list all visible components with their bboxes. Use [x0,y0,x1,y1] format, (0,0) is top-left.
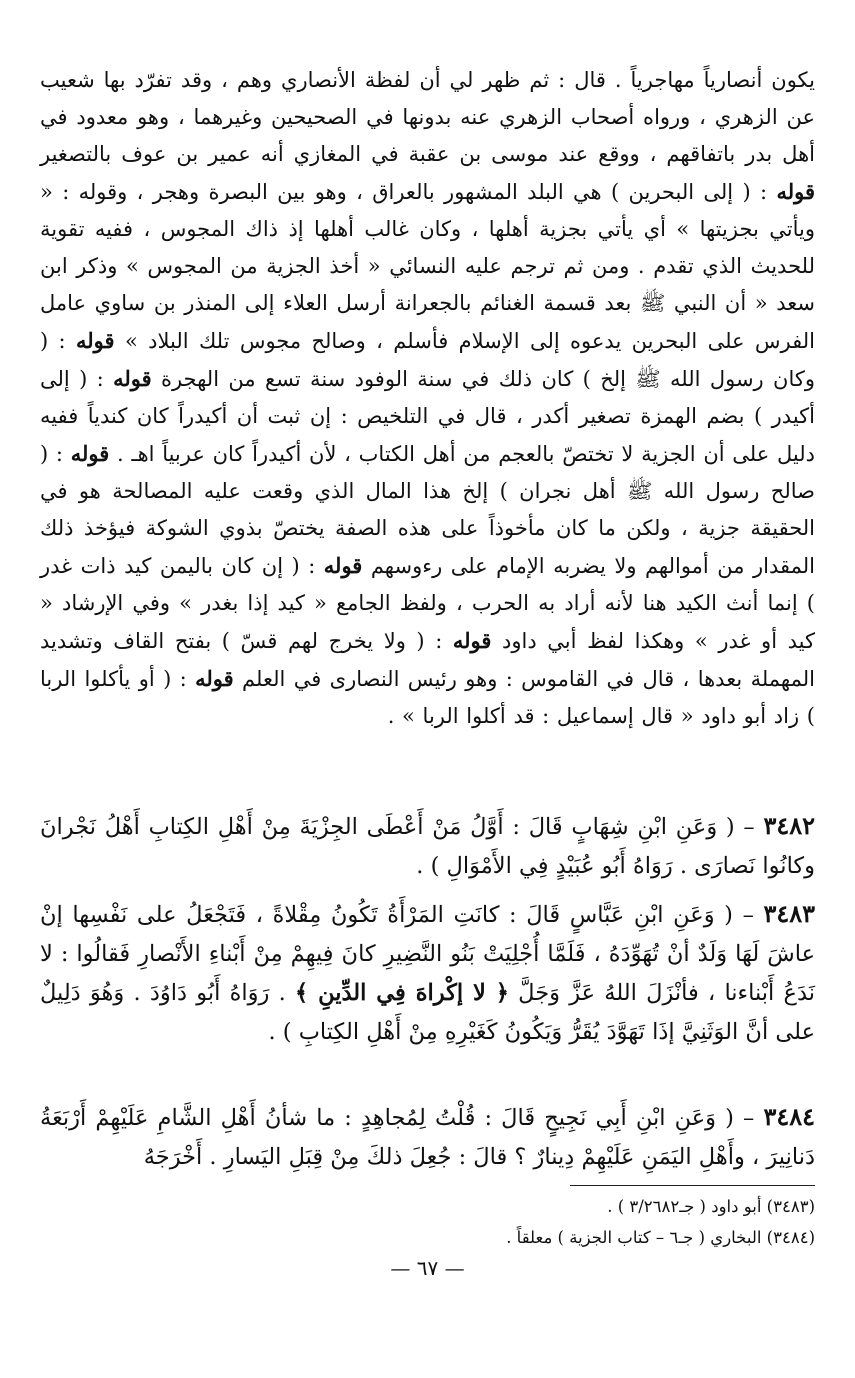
keyword-qawluhu: قوله [70,441,110,466]
commentary-segment: : ( أو يأكلوا الربا ) زاد أبو داود « قال إسماعيل : قد أكلوا الربا » . [40,667,815,728]
commentary-segment: : ( إلى أكيدر ) بضم الهمزة تصغير أكدر ، قال في التلخيص : إن ثبت أن أكيدراً كان كندياً ففيه دليل على أن الجزية لا تختصّ بالعجم من أهل الكتاب ، لأن أكيدراً كان عربياً اهـ . [40,367,815,466]
page-number: — ٦٧ — [390,1256,465,1280]
commentary-segment: : ( ولا يخرج لهم قسّ ) بفتح القاف وتشديد المهملة بعدها ، قال في القاموس : وهو رئيس النصارى في العلم [40,629,815,691]
footnote-3483: (٣٤٨٣) أبو داود ( جـ٣/٢٦٨٢ ) . [607,1197,815,1216]
keyword-qawluhu: قوله [195,666,234,691]
hadith-text: . رَوَاهُ أَبُو دَاوُدَ . وَهُوَ دَلِيلٌ على أنَّ الوَثَنِيَّ إذَا تَهَوَّدَ يُقَرُّ وَيَكُونُ كَغَيْرِهِ مِنْ أَهْلِ الكِتابِ ) . [40,980,815,1045]
keyword-qawluhu: قوله [113,366,152,391]
keyword-qawluhu: قوله [452,628,492,653]
hadith-number: ٣٤٨٢ [763,811,815,840]
commentary-segment: : ( إن كان باليمن كيد ذات غدر ) إنما أنث الكيد هنا لأنه أراد به الحرب ، ولفظ الجامع « كيد إذا بغدر » وفي الإرشاد « كيد أو غدر » وهكذا لفظ أبي داود [40,554,815,653]
hadith-3484 [40,1097,815,1177]
hadith-text: – ( وَعَنِ ابْنِ شِهَابٍ قَالَ : أَوَّلُ مَنْ أَعْطَى الجِزْيَةَ مِنْ أَهْلِ الكِتابِ أَهْلُ نَجْرانَ وكانُوا نَصارَى . رَوَاهُ أَبُو عُبَيْدٍ فِي الأَمْوَالِ ) . [40,814,815,879]
commentary-segment: : ( صالح رسول الله ﷺ أهل نجران ) إلخ هذا المال الذي وقعت عليه المصالحة هو في الحقيقة جزية ، ولكن ما كان مأخوذاً على هذه الصفة يختصّ بذوي الشوكة فيؤخذ ذلك المقدار من أموالهم ولا يضربه الإمام على رءوسهم [40,442,815,578]
commentary-segment: : ( وكان رسول الله ﷺ إلخ ) كان ذلك في سنة الوفود سنة تسع من الهجرة [40,329,815,391]
keyword-qawluhu: قوله [76,328,115,353]
footnote-3484: (٣٤٨٤) البخاري ( جـ٦ – كتاب الجزية ) معلقاً . [506,1228,815,1247]
commentary-text [40,62,815,735]
keyword-qawluhu: قوله [776,179,815,204]
keyword-qawluhu: قوله [323,553,363,578]
quran-quote: ﴿ لا إكْراهَ فِي الدِّينِ ﴾ [294,980,509,1006]
hadith-3483 [40,894,815,1052]
hadith-text: – ( وَعَنِ ابْنِ عَبَّاسٍ قَالَ : كانَتِ المَرْأَةُ تَكُونُ مِقْلاةً ، فَتَجْعَلُ على نَفْسِها إنْ عاشَ لَهَا وَلَدٌ أنْ تُهَوِّدَهُ ، فَلَمَّا أُجْلِيَتْ بَنُو النَّضِيرِ كانَ فِيهِمْ مِنْ أَبْناءِ الأَنْصارِ فَقالُوا : لا نَدَعُ أَبْناءنا ، فأنْزَلَ اللهُ عَزَّ وَجَلَّ [40,902,816,1006]
hadith-number: ٣٤٨٤ [763,1102,815,1131]
hadith-3482 [40,806,815,886]
footnote-divider [570,1185,815,1186]
commentary-segment: يكون أنصارياً مهاجرياً . قال : ثم ظهر لي أن لفظة الأنصاري وهم ، وقد تفرّد بها شعيب عن الزهري ، ورواه أصحاب الزهري عنه بدونها في الصحيحين وغيرهما ، وهو معدود في أهل بدر باتفاقهم ، ووقع عند موسى بن عقبة في المغازي أنه عمير بن عوف بالتصغير [40,68,815,166]
commentary-segment: : ( إلى البحرين ) هي البلد المشهور بالعراق ، وهو بين البصرة وهجر ، وقوله : « ويأتي بجزيتها » أي يأتي بجزية أهلها ، وكان غالب أهلها إذ ذاك المجوس ، ففيه تقوية للحديث الذي تقدم . ومن ثم ترجم عليه النسائي « أخذ الجزية من المجوس » وذكر ابن سعد « أن النبي ﷺ بعد قسمة الغنائم بالجعرانة أرسل العلاء إلى المنذر بن ساوي عامل الفرس على البحرين يدعوه إلى الإسلام فأسلم ، وصالح مجوس تلك البلاد » [40,180,815,353]
hadith-number: ٣٤٨٣ [763,899,815,928]
hadith-text: – ( وَعَنِ ابْنِ أَبِي نَجِيحٍ قَالَ : قُلْتُ لِمُجاهِدٍ : ما شأنُ أَهْلِ الشَّامِ عَلَيْهِمْ أَرْبَعَةُ دَنانِيرَ ، وأَهْلِ اليَمَنِ عَلَيْهِمْ دِينارٌ ؟ قالَ : جُعِلَ ذلكَ مِنْ قِبَلِ اليَسارِ . أَخْرَجَهُ [40,1105,815,1170]
